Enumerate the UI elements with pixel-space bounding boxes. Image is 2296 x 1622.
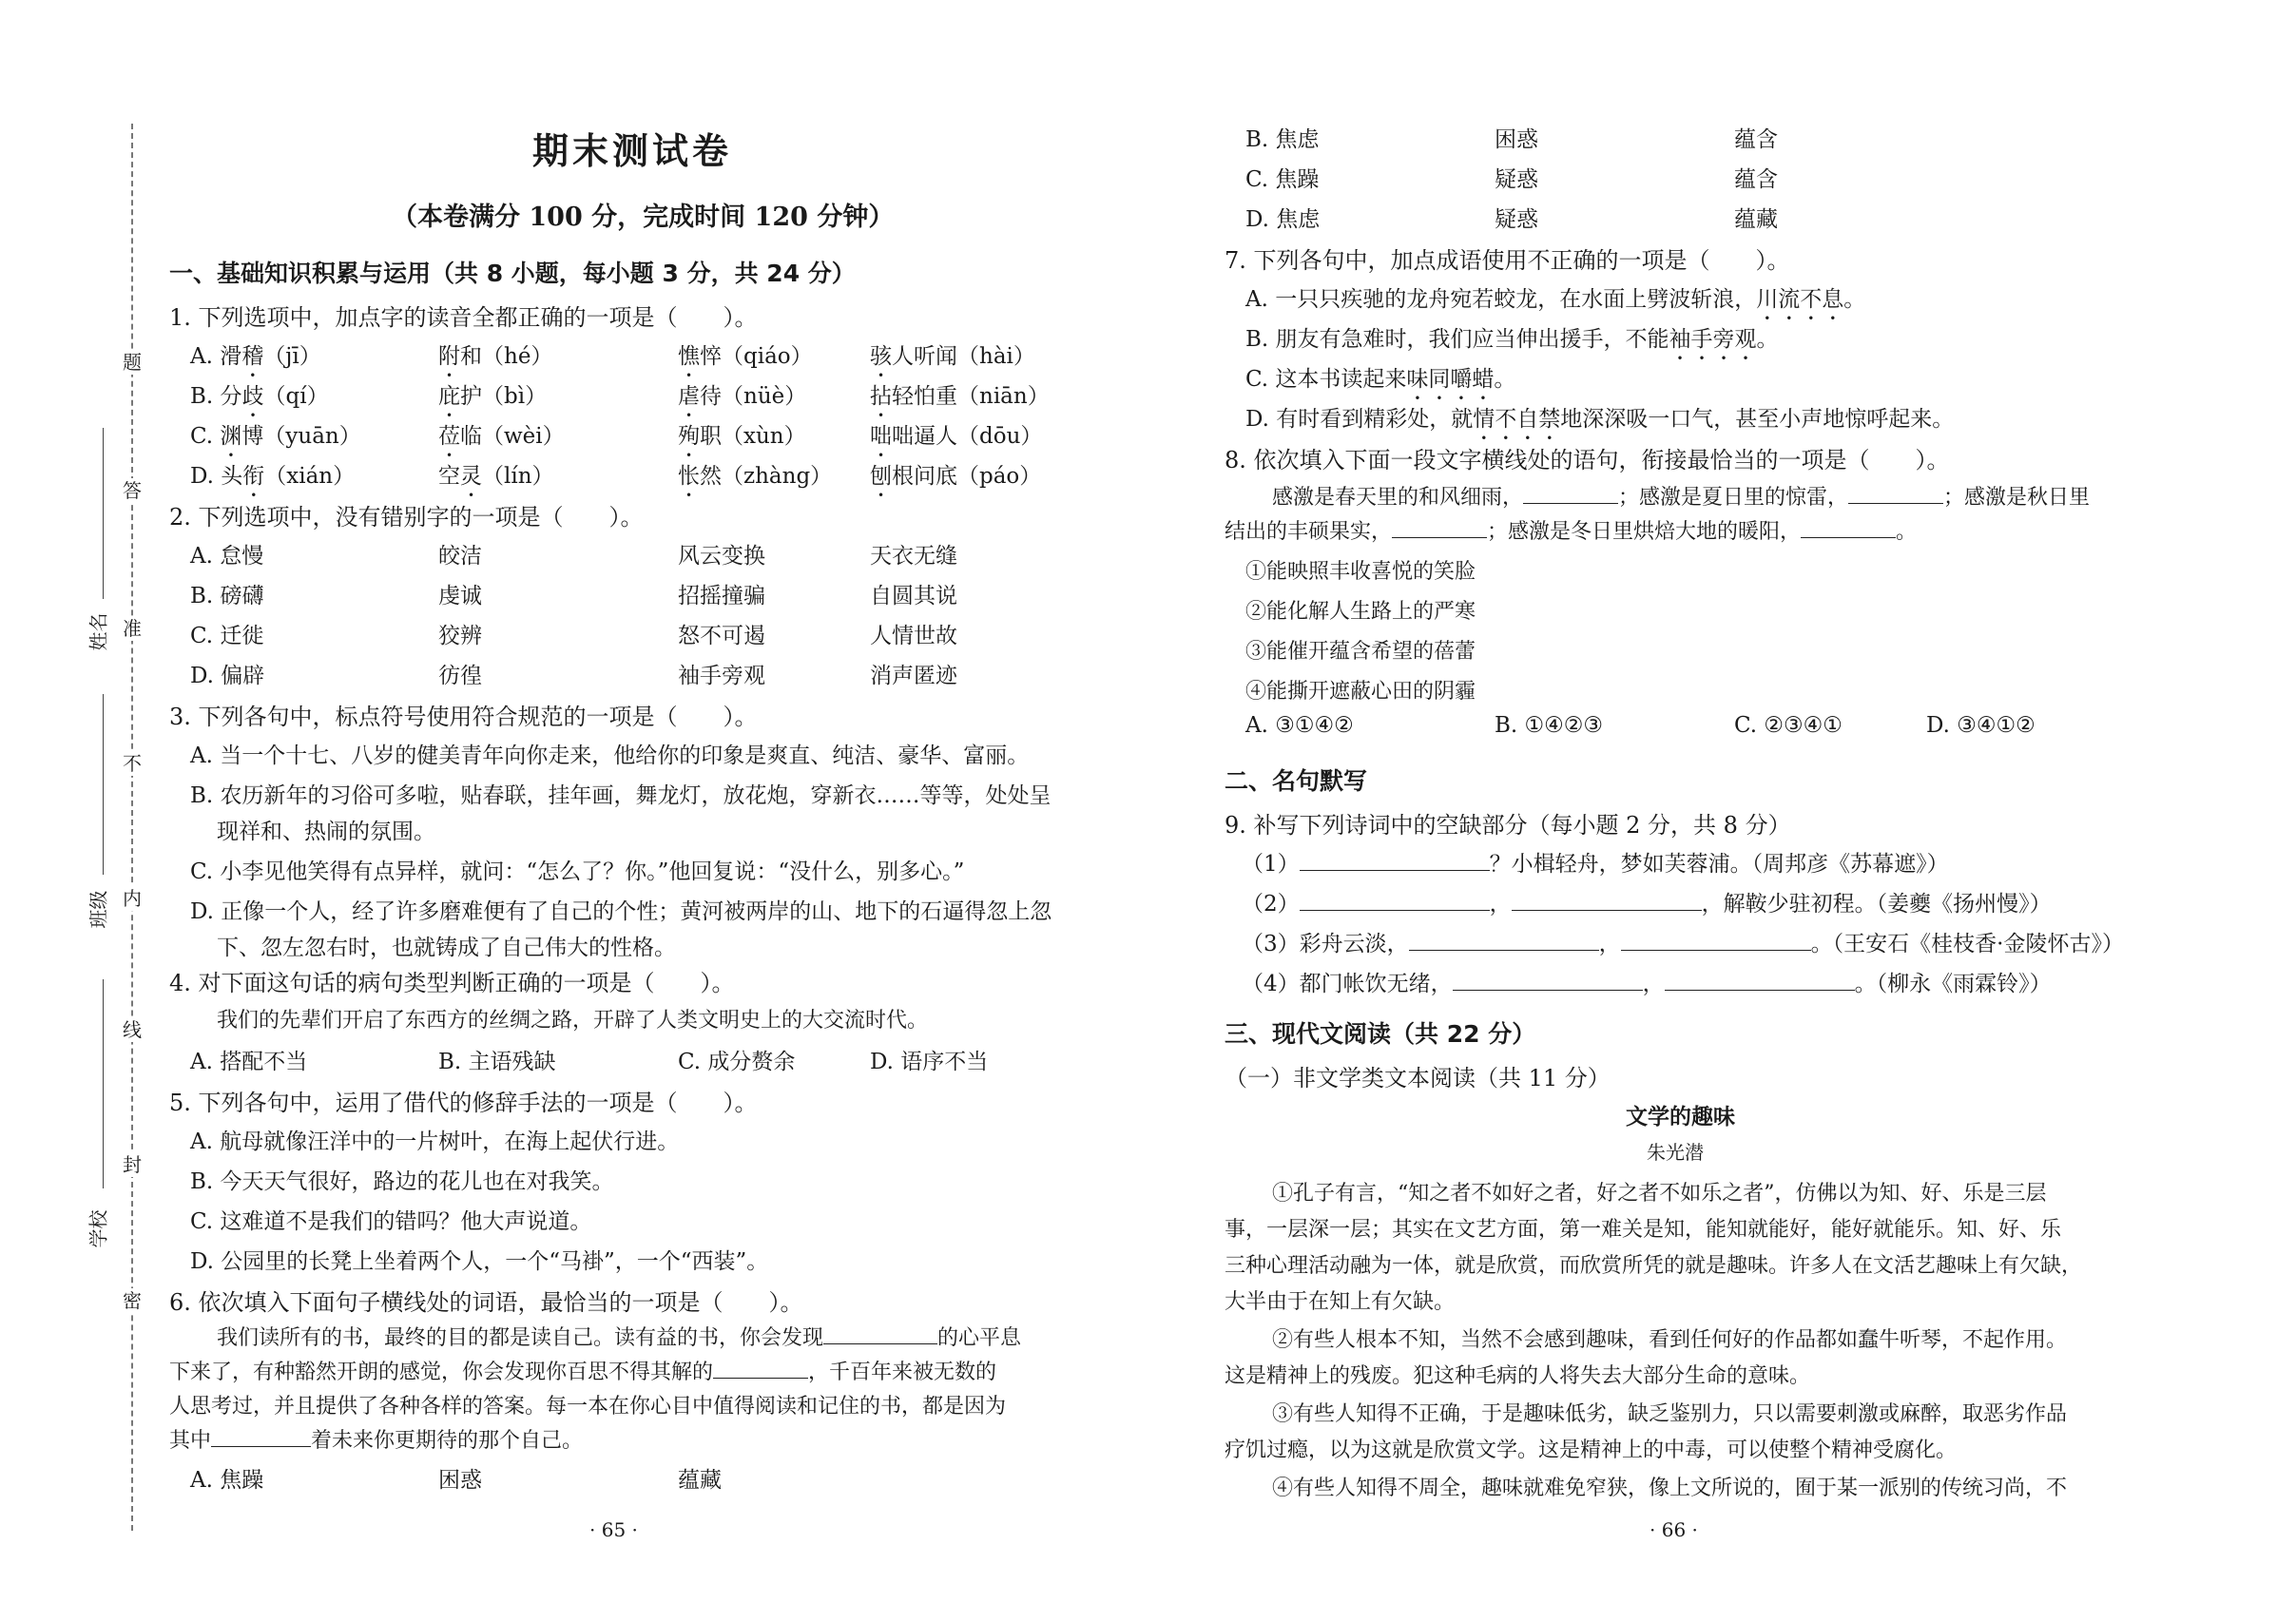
option-cell: 虔诚 [438,584,482,608]
student-school-label: 学校 [87,1209,110,1248]
fill-blank[interactable] [1801,516,1896,538]
option-cell: A. 搭配不当 [190,1050,308,1074]
passage-line: 人思考过，并且提供了各种各样的答案。每一本在你心目中值得阅读和记住的书，都是因为 [169,1395,1007,1419]
option-cell: 自圆其说 [870,584,957,608]
question-stem: 3. 下列各句中，标点符号使用符合规范的一项是（ ）。 [169,704,758,730]
option-cell: D. 偏辟 [190,664,265,688]
option-cell: 蕴含 [1734,127,1778,152]
option-cell: 拈轻怕重（niān） [870,384,1050,409]
section-heading: 一、基础知识积累与运用（共 8 小题，每小题 3 分，共 24 分） [169,260,856,287]
sentence-item: ①能映照丰收喜悦的笑脸 [1245,560,1476,584]
poem-line: （1） ？小楫轻舟，梦如芙蓉浦。（周邦彦《苏幕遮》） [1242,846,1949,878]
option-cell: B. 焦虑 [1245,127,1320,152]
option-cell: 袖手旁观 [678,664,765,688]
option-line: 下、忽左忽右时，也就铸成了自己伟大的性格。 [217,936,676,960]
option-cell: C. 迁徙 [190,624,264,648]
question-sentence: 我们的先辈们开启了东西方的丝绸之路，开辟了人类文明史上的大交流时代。 [217,1009,929,1033]
article-line: ①孔子有言，“知之者不如好之者，好之者不如乐之者”，仿佛以为知、好、乐是三层 [1272,1182,2047,1206]
student-school-line [103,979,104,1188]
option-cell: 空灵（lín） [438,464,554,489]
option-cell: 憔悴（qiáo） [678,344,813,369]
fill-blank[interactable] [1392,516,1487,538]
option-line: C. 小李见他笑得有点异样，就问：“怎么了？你。”他回复说：“没什么，别多心。” [190,859,965,884]
article-line: 事，一层深一层；其实在文艺方面，第一难关是知，能知就能好，能好就能乐。知、好、乐 [1225,1218,2062,1242]
option-line: D. 公园里的长凳上坐着两个人，一个“马褂”，一个“西装”。 [190,1249,769,1274]
subsection-heading: （一）非文学类文本阅读（共 11 分） [1225,1065,1611,1091]
option-line: A. 航母就像汪洋中的一片树叶，在海上起伏行进。 [190,1130,680,1154]
article-line: 疗饥过瘾，以为这就是欣赏文学。这是精神上的中毒，可以使整个精神受腐化。 [1225,1439,1958,1462]
option-cell: 消声匿迹 [870,664,957,688]
question-stem: 9. 补写下列诗词中的空缺部分（每小题 2 分，共 8 分） [1225,812,1791,839]
option-cell: 风云变换 [678,544,765,569]
fill-blank[interactable] [1453,969,1643,991]
option-cell: 怅然（zhàng） [678,464,833,489]
fill-blank[interactable] [1621,929,1811,951]
option-cell: C. 焦躁 [1245,167,1320,192]
option-line: B. 今天天气很好，路边的花儿也在对我笑。 [190,1169,614,1194]
option-cell: 天衣无缝 [870,544,957,569]
option-cell: 蕴藏 [1734,207,1778,232]
option-cell: D. 焦虑 [1245,207,1321,232]
option-cell: 附和（hé） [438,344,553,369]
option-cell: 皎洁 [438,544,482,569]
student-class-label: 班级 [87,890,110,929]
option-cell: B. ①④②③ [1495,713,1604,738]
passage-line: 结出的丰硕果实， ；感激是冬日里烘焙大地的暖阳， 。 [1225,515,1917,545]
option-cell: 殉职（xùn） [678,424,806,449]
fill-blank[interactable] [1409,929,1599,951]
fill-blank[interactable] [713,1357,808,1379]
fill-blank[interactable] [1300,849,1490,871]
option-line: D. 正像一个人，经了许多磨难便有了自己的个性；黄河被两岸的山、地下的石逼得忽上忽 [190,899,1052,924]
option-cell: A. 怠慢 [190,544,264,569]
student-name-label: 姓名 [87,612,110,651]
article-line: 大半由于在知上有欠缺。 [1225,1290,1456,1314]
question-stem: 6. 依次填入下面句子横线处的词语，最恰当的一项是（ ）。 [169,1289,803,1316]
option-cell: 彷徨 [438,664,482,688]
sentence-item: ③能催开蕴含希望的蓓蕾 [1245,640,1476,664]
student-name-line [103,428,104,599]
section-heading: 二、名句默写 [1225,767,1368,795]
option-line: C. 这难道不是我们的错吗？他大声说道。 [190,1209,592,1234]
fill-blank[interactable] [1665,969,1855,991]
passage-line: 下来了，有种豁然开朗的感觉，你会发现你百思不得其解的 ，千百年来被无数的 [169,1356,996,1385]
article-title: 文学的趣味 [1626,1105,1735,1130]
option-cell: 蕴藏 [678,1468,722,1493]
question-stem: 1. 下列选项中，加点字的读音全都正确的一项是（ ）。 [169,304,758,331]
passage-line: 感激是春天里的和风细雨， ；感激是夏日里的惊雷， ；感激是秋日里 [1272,481,2090,511]
article-line: ④有些人知得不周全，趣味就难免窄狭，像上文所说的，囿于某一派别的传统习尚，不 [1272,1477,2068,1500]
option-cell: A. 滑稽（jī） [190,344,321,369]
option-cell: D. 语序不当 [870,1050,989,1074]
right-page [1150,0,2296,1622]
article-line: 这是精神上的残废。犯这种毛病的人将失去大部分生命的意味。 [1225,1364,1811,1388]
question-stem: 8. 依次填入下面一段文字横线处的语句，衔接最恰当的一项是（ ）。 [1225,447,1950,473]
question-stem: 4. 对下面这句话的病句类型判断正确的一项是（ ）。 [169,970,735,996]
option-line: C. 这本书读起来味同嚼蜡。 [1245,367,1516,392]
option-cell: A. ③①④② [1245,713,1354,738]
option-cell: 骇人听闻（hài） [870,344,1035,369]
option-cell: 咄咄逼人（dōu） [870,424,1043,449]
poem-line: （3）彩舟云淡， ， 。（王安石《桂枝香·金陵怀古》） [1242,926,2124,957]
binding-char: 内 [120,886,145,911]
page-number: · 66 · [1650,1518,1698,1541]
binding-char: 准 [120,616,145,641]
section-heading: 三、现代文阅读（共 22 分） [1225,1020,1536,1048]
option-cell: 刨根问底（páo） [870,464,1042,489]
binding-char: 封 [120,1152,145,1177]
poem-line: （2） ， ，解鞍少驻初程。（姜夔《扬州慢》） [1242,886,2052,917]
sentence-item: ④能撕开遮蔽心田的阴霾 [1245,680,1476,704]
option-line: A. 一只只疾驰的龙舟宛若蛟龙，在水面上劈波斩浪，川流不息。 [1245,287,1866,312]
option-cell: 疑惑 [1495,167,1538,192]
option-cell: 困惑 [438,1468,482,1493]
article-line: ③有些人知得不正确，于是趣味低劣，缺乏鉴别力，只以需要刺激或麻醉，取恶劣作品 [1272,1402,2068,1426]
passage-line: 我们读所有的书，最终的目的都是读自己。读有益的书，你会发现 的心平息 [217,1322,1021,1351]
poem-line: （4）都门帐饮无绪， ， 。（柳永《雨霖铃》） [1242,966,2052,997]
option-line: B. 朋友有急难时，我们应当伸出援手，不能袖手旁观。 [1245,327,1779,352]
fill-blank[interactable] [1300,889,1490,911]
article-author: 朱光潜 [1647,1141,1704,1164]
option-cell: B. 分歧（qí） [190,384,329,409]
option-cell: 困惑 [1495,127,1538,152]
option-cell: 疑惑 [1495,207,1538,232]
binding-char: 答 [120,478,145,503]
option-cell: 莅临（wèi） [438,424,565,449]
binding-char: 题 [120,350,145,375]
exam-subtitle: （本卷满分 100 分，完成时间 120 分钟） [392,203,895,232]
option-line: A. 当一个十七、八岁的健美青年向你走来，他给你的印象是爽直、纯洁、豪华、富丽。 [190,743,1030,768]
option-line: D. 有时看到精彩处，就情不自禁地深深吸一口气，甚至小声地惊呼起来。 [1245,407,1955,432]
option-line: B. 农历新年的习俗可多啦，贴春联，挂年画，舞龙灯，放花炮，穿新衣……等等，处处呈 [190,783,1052,808]
question-stem: 2. 下列选项中，没有错别字的一项是（ ）。 [169,504,644,531]
option-cell: C. 渊博（yuān） [190,424,361,449]
exam-title: 期末测试卷 [532,130,733,172]
passage-line: 其中 着未来你更期待的那个自己。 [169,1424,583,1454]
option-line: 现祥和、热闹的氛围。 [217,820,435,844]
binding-dashed-line [131,124,133,1531]
option-cell: 蕴含 [1734,167,1778,192]
article-line: 三种心理活动融为一体，就是欣赏，而欣赏所凭的就是趣味。许多人在文活艺趣味上有欠缺， [1225,1254,2083,1278]
option-cell: 狡辨 [438,624,482,648]
option-cell: 虐待（nüè） [678,384,807,409]
option-cell: D. ③④①② [1926,713,2036,738]
question-stem: 5. 下列各句中，运用了借代的修辞手法的一项是（ ）。 [169,1090,758,1116]
option-cell: 人情世故 [870,624,957,648]
option-cell: 庇护（bì） [438,384,548,409]
fill-blank[interactable] [211,1425,311,1447]
student-class-line [103,694,104,875]
option-cell: D. 头衔（xián） [190,464,356,489]
fill-blank[interactable] [1523,482,1618,504]
page-number: · 65 · [589,1518,638,1541]
option-cell: C. 成分赘余 [678,1050,796,1074]
sentence-item: ②能化解人生路上的严寒 [1245,600,1476,624]
binding-char: 不 [120,751,145,776]
fill-blank[interactable] [1848,482,1943,504]
option-cell: 怒不可遏 [678,624,765,648]
fill-blank[interactable] [1512,889,1702,911]
article-line: ②有些人根本不知，当然不会感到趣味，看到任何好的作品都如蠢牛听琴，不起作用。 [1272,1328,2068,1352]
option-cell: A. 焦躁 [190,1468,264,1493]
binding-char: 密 [120,1288,145,1313]
option-cell: B. 主语残缺 [438,1050,556,1074]
option-cell: B. 磅礴 [190,584,264,608]
binding-char: 线 [120,1017,145,1042]
option-cell: C. ②③④① [1734,713,1843,738]
question-stem: 7. 下列各句中，加点成语使用不正确的一项是（ ）。 [1225,247,1790,274]
option-cell: 招摇撞骗 [678,584,765,608]
fill-blank[interactable] [823,1323,937,1344]
